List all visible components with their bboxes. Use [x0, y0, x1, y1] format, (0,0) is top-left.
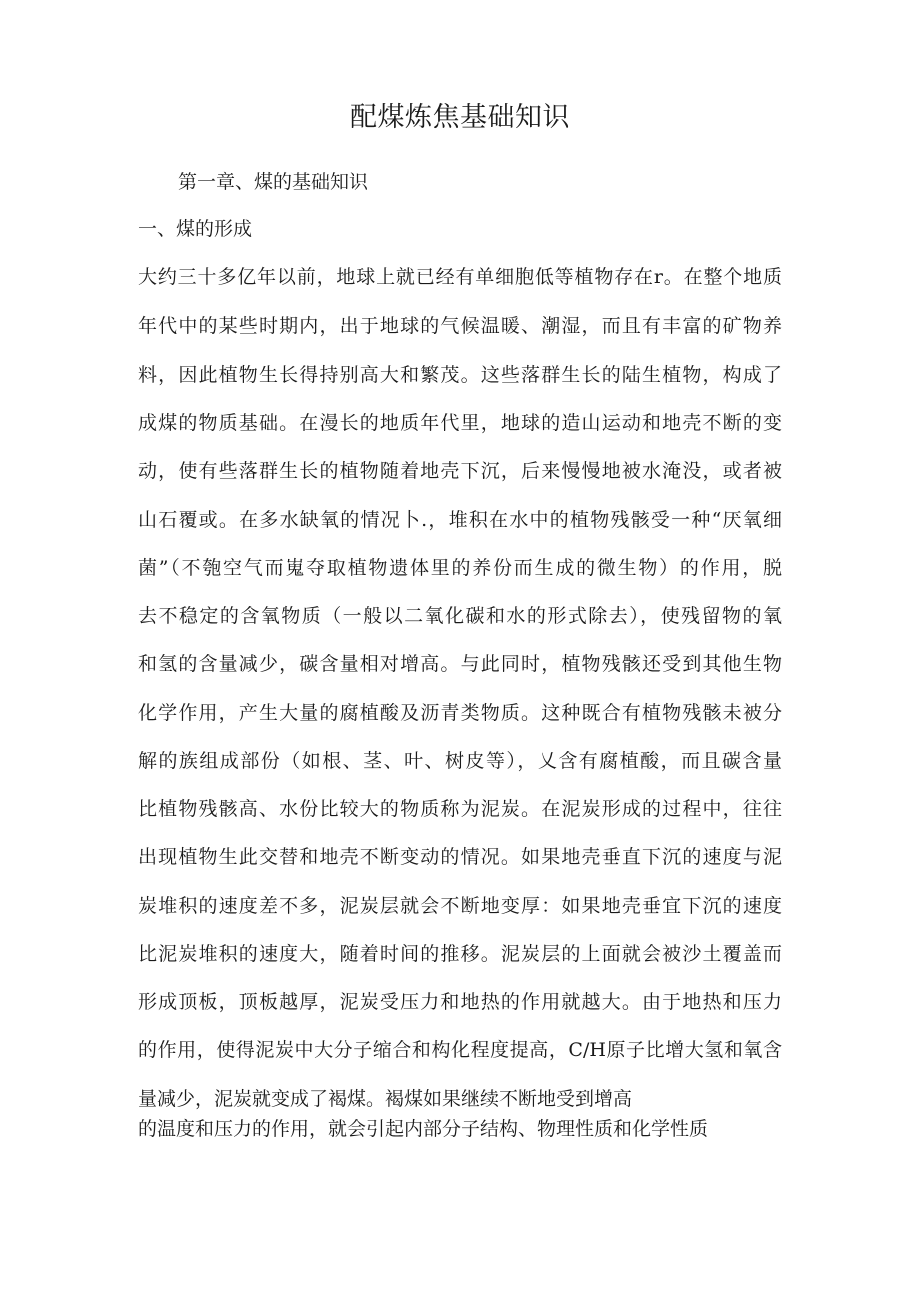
body-line: 量减少，泥炭就变成了褐煤。褐煤如果继续不断地受到增高 [138, 1088, 633, 1110]
body-line: 料，因此植物生长得持别高大和繁茂。这些落群生长的陆生植物，构成了 [138, 364, 782, 386]
body-line: 大约三十多亿年以前，地球上就已经有单细胞低等植物存在r。在整个地质 [138, 266, 782, 288]
body-line: 年代中的某些时期内，出于地球的气候温暖、潮湿，而且有丰富的矿物养 [138, 315, 782, 337]
body-line: 比植物残骸高、水份比较大的物质称为泥炭。在泥炭形成的过程中，往往 [138, 798, 782, 820]
body-line: 炭堆积的速度差不多，泥炭层就会不断地变厚：如果地壳垂宜下沉的速度 [138, 895, 782, 917]
section-heading: 一、煤的形成 [138, 218, 253, 240]
body-line: 动，使有些落群生长的植物随着地壳下沉，后来慢慢地被水淹没，或者被 [138, 460, 782, 482]
chapter-heading: 第一章、煤的基础知识 [178, 171, 369, 193]
body-line: 成煤的物质基础。在漫长的地质年代里，地球的造山运动和地壳不断的变 [138, 412, 782, 434]
body-line: 的温度和压力的作用，就会引起内部分子结构、物理性质和化学性质 [138, 1118, 709, 1140]
body-line: 出现植物生此交替和地壳不断变动的情况。如果地壳垂直下沉的速度与泥 [138, 846, 782, 868]
body-line: 菌”（不匏空气而嵬夺取植物遗体里的养份而生成的微生物）的作用，脱 [138, 557, 782, 579]
body-line: 形成顶板，顶板越厚，泥炭受压力和地热的作用就越大。由于地热和压力 [138, 991, 782, 1013]
body-line: 化学作用，产生大量的腐植酸及沥青类物质。这种既合有植物残骸未被分 [138, 702, 782, 724]
body-line: 去不稳定的含氧物质（一般以二氧化碳和水的形式除去），使残留物的氧 [138, 605, 782, 627]
body-line: 和氢的含量减少，碳含量相对增高。与此同时，植物残骸还受到其他生物 [138, 653, 782, 675]
body-line: 的作用，使得泥炭中大分子缩合和构化程度提高，C/H原子比增大氢和氧含 [138, 1039, 782, 1061]
body-line: 解的族组成部份（如根、茎、叶、树皮等），乂含有腐植酸，而且碳含量 [138, 750, 782, 772]
body-line: 山石覆或。在多水缺氧的情况卜.，堆积在水中的植物残骸受一种“厌氧细 [138, 509, 782, 531]
body-line: 比泥炭堆积的速度大，随着时间的推移。泥炭层的上面就会被沙土覆盖而 [138, 943, 782, 965]
document-title: 配煤炼焦基础知识 [350, 102, 570, 133]
